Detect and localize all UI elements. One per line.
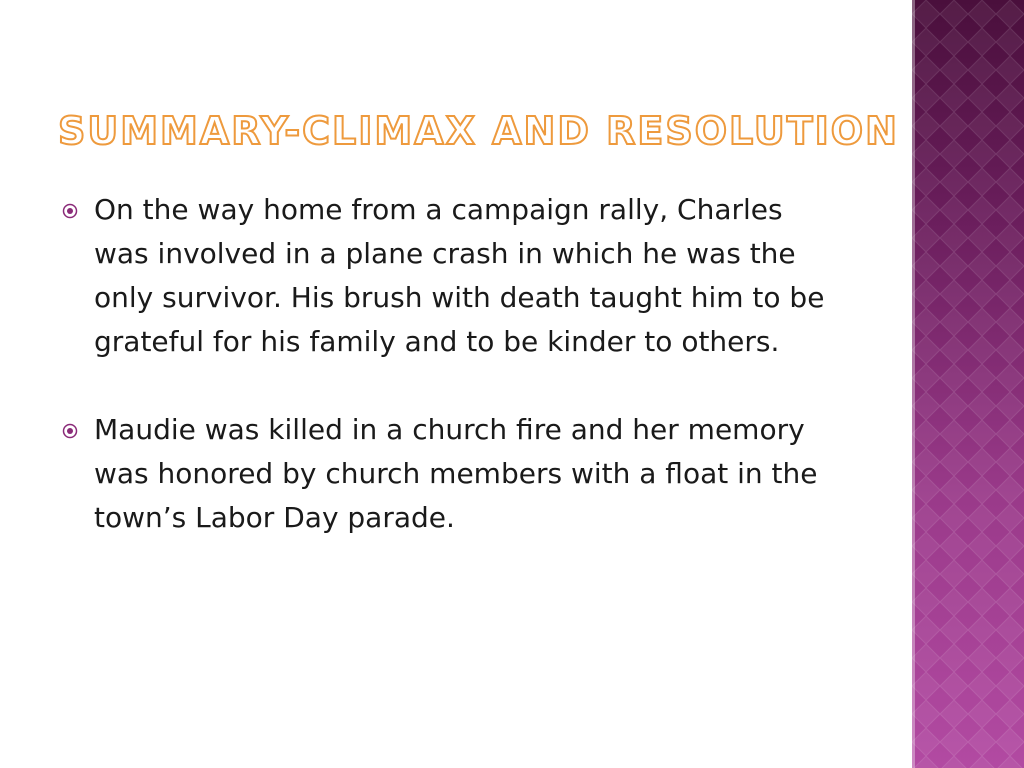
bullet-item-2: [62, 408, 842, 540]
slide-title: SUMMARY-CLIMAX AND RESOLUTION: [58, 109, 899, 153]
circle-dot-icon: [62, 203, 78, 219]
bullet-text-2: Maudie was killed in a church fire and her memory was honored by church members with a float in the town’s Labor Day parade.: [94, 413, 818, 534]
diamond-pattern: [912, 0, 1024, 768]
panel-edge: [912, 0, 915, 768]
bullet-list: [62, 188, 842, 540]
bullet-item-1: [62, 188, 842, 364]
bullet-text-1: On the way home from a campaign rally, Charles was involved in a plane crash in which he was the only survivor. His brush with death taught him to be grateful for his family and to be kinder to others.: [94, 193, 825, 358]
decorative-side-panel: [912, 0, 1024, 768]
circle-dot-icon: [62, 423, 78, 439]
